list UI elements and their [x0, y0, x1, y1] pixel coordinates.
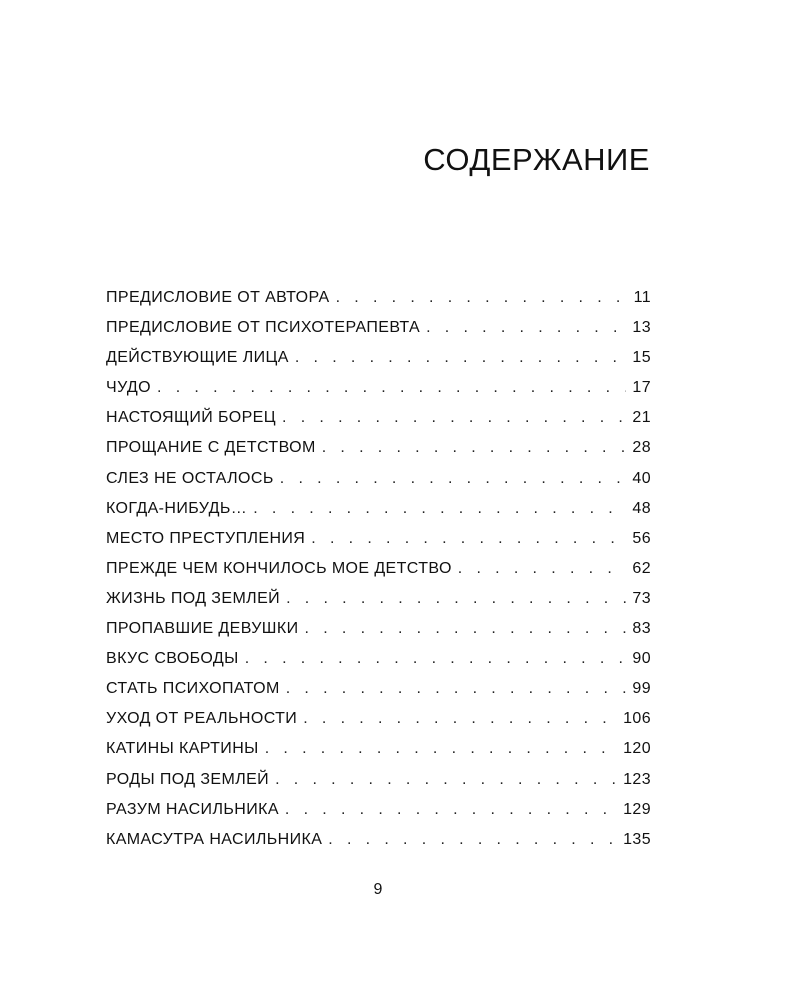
toc-entry-page: 11 [633, 289, 651, 306]
page-title: СОДЕРЖАНИЕ [423, 142, 650, 177]
toc-entry-title: СТАТЬ ПСИХОПАТОМ [106, 680, 280, 698]
toc-entry-page: 123 [623, 770, 651, 788]
toc-entry-page: 48 [632, 499, 651, 517]
toc-entry-title: ВКУС СВОБОДЫ [106, 650, 239, 668]
toc-entry [106, 289, 651, 319]
toc-entry-title: НАСТОЯЩИЙ БОРЕЦ [106, 409, 276, 427]
dot-leader [285, 801, 617, 819]
dot-leader [286, 680, 627, 698]
toc-entry-page: 17 [632, 379, 651, 397]
toc-entry-title: КОГДА-НИБУДЬ… [106, 499, 248, 517]
toc-entry [106, 470, 651, 500]
page-number: 9 [373, 881, 383, 898]
toc-entry-title: РАЗУМ НАСИЛЬНИКА [106, 800, 279, 818]
toc-entry-title: ЖИЗНЬ ПОД ЗЕМЛЕЙ [106, 589, 281, 607]
toc-entry-title: ПРЕЖДЕ ЧЕМ КОНЧИЛОСЬ МОЕ ДЕТСТВО [106, 559, 452, 577]
toc-entry-page: 13 [632, 319, 651, 337]
dot-leader [253, 500, 626, 518]
toc-entry [106, 439, 651, 469]
toc-entry-title: СЛЕЗ НЕ ОСТАЛОСЬ [106, 469, 274, 487]
dot-leader [245, 650, 627, 668]
table-of-contents [106, 289, 651, 861]
toc-entry-page: 99 [632, 680, 651, 698]
toc-entry-title: ПРЕДИСЛОВИЕ ОТ АВТОРА [106, 289, 330, 306]
toc-entry-page: 15 [632, 349, 651, 367]
dot-leader [295, 349, 627, 367]
toc-entry [106, 710, 651, 740]
dot-leader [311, 530, 626, 548]
toc-entry [106, 620, 651, 650]
toc-entry [106, 349, 651, 379]
dot-leader [275, 771, 617, 789]
toc-entry-title: УХОД ОТ РЕАЛЬНОСТИ [106, 710, 298, 728]
toc-entry [106, 379, 651, 409]
dot-leader [265, 740, 617, 758]
toc-entry-title: ПРОЩАНИЕ С ДЕТСТВОМ [106, 439, 316, 457]
toc-entry-page: 28 [632, 439, 651, 457]
toc-entry [106, 560, 651, 590]
toc-entry-title: КАТИНЫ КАРТИНЫ [106, 740, 259, 758]
toc-entry [106, 740, 651, 770]
dot-leader [303, 710, 617, 728]
toc-entry-title: ЧУДО [106, 379, 151, 397]
dot-leader [280, 470, 627, 488]
dot-leader [328, 831, 617, 849]
toc-entry [106, 831, 651, 861]
toc-entry [106, 590, 651, 620]
toc-entry-page: 56 [632, 529, 651, 547]
dot-leader [286, 590, 626, 608]
toc-entry-page: 120 [623, 740, 651, 758]
dot-leader [322, 439, 627, 457]
toc-entry-title: ПРОПАВШИЕ ДЕВУШКИ [106, 620, 299, 638]
toc-entry-page: 73 [632, 589, 651, 607]
dot-leader [305, 620, 627, 638]
toc-entry-page: 62 [632, 559, 651, 577]
dot-leader [458, 560, 627, 578]
toc-entry-title: ПРЕДИСЛОВИЕ ОТ ПСИХОТЕРАПЕВТА [106, 319, 421, 337]
dot-leader [426, 319, 626, 337]
toc-entry-page: 129 [623, 800, 651, 818]
toc-entry [106, 319, 651, 349]
toc-entry [106, 801, 651, 831]
toc-entry [106, 530, 651, 560]
dot-leader [336, 289, 628, 307]
toc-entry-page: 106 [623, 710, 651, 728]
toc-entry-page: 135 [623, 830, 651, 848]
toc-entry-title: МЕСТО ПРЕСТУПЛЕНИЯ [106, 529, 306, 547]
toc-entry [106, 771, 651, 801]
toc-entry [106, 500, 651, 530]
toc-entry [106, 409, 651, 439]
toc-entry [106, 650, 651, 680]
dot-leader [157, 379, 626, 397]
toc-entry [106, 680, 651, 710]
toc-entry-page: 40 [632, 469, 651, 487]
toc-entry-page: 83 [632, 620, 651, 638]
toc-entry-title: РОДЫ ПОД ЗЕМЛЕЙ [106, 770, 270, 788]
toc-entry-page: 90 [632, 650, 651, 668]
dot-leader [282, 409, 626, 427]
toc-entry-title: КАМАСУТРА НАСИЛЬНИКА [106, 830, 323, 848]
toc-entry-title: ДЕЙСТВУЮЩИЕ ЛИЦА [106, 349, 289, 367]
toc-entry-page: 21 [632, 409, 651, 427]
